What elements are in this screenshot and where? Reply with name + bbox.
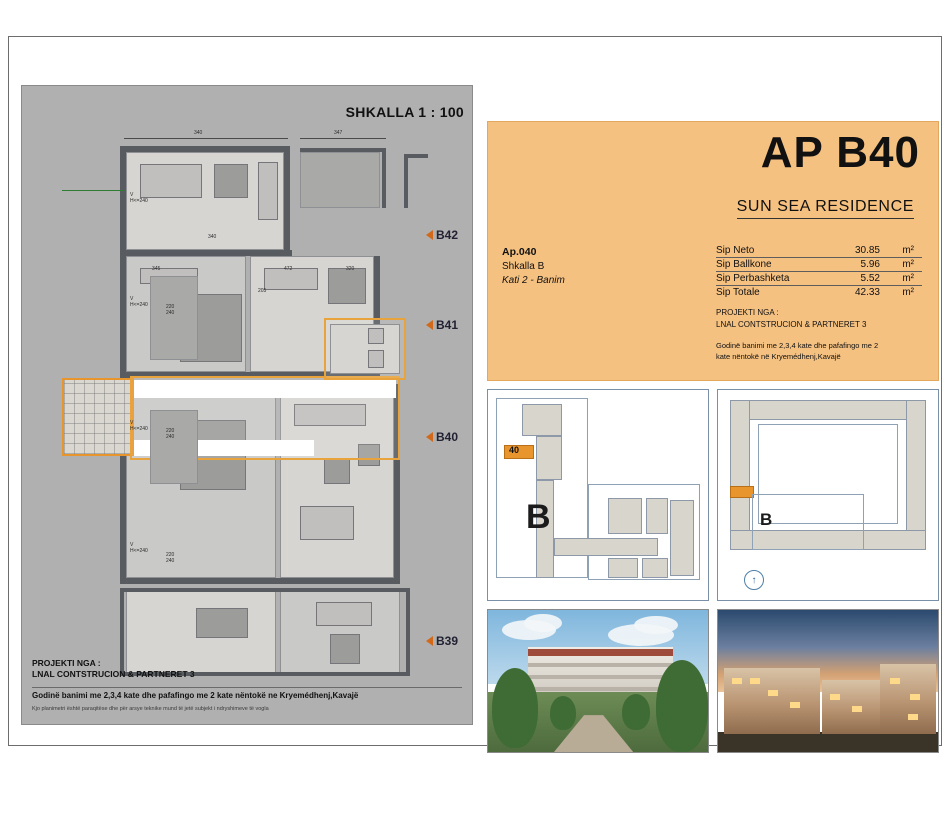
dimension-label: 220 240: [166, 552, 175, 564]
project-credit-line1: PROJEKTI NGA :: [716, 308, 779, 317]
cloud-shape: [634, 616, 678, 634]
keyplan-block: [670, 500, 694, 576]
room-bathroom: [330, 324, 400, 374]
area-row: [716, 258, 922, 272]
area-value: 5.52: [860, 273, 880, 284]
wall-segment: [284, 146, 290, 254]
building-right: [880, 664, 936, 734]
dimension-label: 220 240: [166, 428, 175, 440]
area-value: 5.96: [860, 259, 880, 270]
unit-tag-label: B39: [436, 634, 459, 648]
dimension-line: [124, 138, 288, 139]
site-unit-marker: [730, 486, 754, 498]
dimension-label: V H<=240: [130, 420, 148, 432]
cloud-shape: [524, 614, 562, 632]
apartment-stair: Shkalla B: [502, 261, 545, 272]
arrow-icon: [426, 432, 433, 442]
wall-segment: [120, 578, 400, 584]
keyplan-block: [554, 538, 658, 556]
keyplan-block: [642, 558, 668, 578]
window-light: [732, 678, 742, 684]
exterior-photo-dusk: [717, 609, 939, 753]
window-light: [750, 678, 760, 684]
keyplan-block: [536, 436, 562, 480]
tree-shape: [492, 668, 538, 748]
residence-name: SUN SEA RESIDENCE: [737, 198, 914, 219]
furniture-table: [214, 164, 248, 198]
floor-plan-drawing: [68, 128, 428, 676]
apartment-floor: Kati 2 - Banim: [502, 275, 565, 286]
furniture-cabinet: [258, 162, 278, 220]
unit-tag-label: B40: [436, 430, 459, 444]
apartment-identity: [502, 246, 565, 286]
tree-shape: [622, 694, 650, 730]
balcony-hatch: [62, 378, 134, 456]
wall-segment: [404, 154, 408, 208]
area-unit: m²: [902, 273, 914, 284]
project-description-line2: kate nëntokë në Kryemédhenj,Kavajë: [716, 352, 841, 362]
tree-shape: [550, 696, 576, 730]
dimension-label: V H<=240: [130, 192, 148, 204]
dimension-label: 345: [152, 266, 161, 272]
furniture-sofa: [140, 164, 202, 198]
facade-band: [528, 687, 673, 691]
furniture-sofa: [196, 608, 248, 638]
floor-plan: [21, 85, 473, 725]
unit-tag-b41: [426, 318, 458, 332]
dimension-label: 205: [258, 288, 267, 294]
dimension-label: V H<=240: [130, 296, 148, 308]
arrow-icon: [426, 320, 433, 330]
area-table: [716, 244, 922, 299]
project-description-line1: Godinë banimi me 2,3,4 kate dhe pafafingo me 2: [716, 341, 879, 350]
window-light: [768, 690, 778, 696]
plan-footer-line2: LNAL CONTSTRUCION & PARTNERET 3: [32, 669, 195, 680]
area-row: [716, 286, 922, 299]
dimension-label: 340: [194, 130, 203, 136]
dimension-label: V H<=240: [130, 542, 148, 554]
area-row: [716, 272, 922, 286]
unit-tag-label: B41: [436, 318, 459, 332]
furniture-stove: [324, 458, 350, 484]
area-label: Sip Totale: [716, 287, 760, 298]
dimension-line: [300, 138, 386, 139]
window-light: [852, 706, 862, 712]
keyplan-block: [522, 404, 562, 436]
wall-segment: [382, 148, 386, 208]
staircase: [150, 410, 198, 484]
project-credit-line2: LNAL CONTSTRUCION & PARTNERET 3: [716, 319, 867, 329]
area-label: Sip Neto: [716, 245, 755, 256]
dimension-label: 340: [208, 234, 217, 240]
keyplan-block: [646, 498, 668, 534]
facade-band: [528, 675, 673, 679]
site-key-plan: [717, 389, 939, 601]
drawing-sheet: [8, 36, 942, 746]
area-unit: m²: [902, 245, 914, 256]
site-block: [906, 400, 926, 550]
site-block: [730, 400, 926, 420]
dimension-label: 220 240: [166, 304, 175, 316]
window-light: [910, 694, 920, 700]
plan-footer-line1: PROJEKTI NGA :: [32, 657, 101, 668]
area-label: Sip Ballkone: [716, 259, 772, 270]
area-value: 42.33: [854, 287, 880, 298]
plan-footer: [32, 658, 462, 712]
dimension-label: 472: [284, 266, 293, 272]
compass-icon: ↑: [744, 570, 764, 590]
furniture-counter: [316, 602, 372, 626]
dimension-label: 347: [334, 130, 343, 136]
area-value: 30.85: [854, 245, 880, 256]
staircase: [150, 276, 198, 360]
dimension-label: 320: [346, 266, 355, 272]
facade-band: [528, 663, 673, 667]
unit-tag-b39: [426, 634, 458, 648]
arrow-icon: [426, 636, 433, 646]
corridor-band: [134, 380, 396, 398]
floor-key-plan: [487, 389, 709, 601]
green-reference-line: [62, 190, 126, 191]
keyplan-block: [608, 498, 642, 534]
area-unit: m²: [902, 259, 914, 270]
photo-ground: [718, 732, 938, 752]
exterior-photo-day: [487, 609, 709, 753]
wall-segment: [120, 588, 410, 592]
project-credit: [716, 307, 926, 330]
furniture-toilet: [368, 350, 384, 368]
area-label: Sip Perbashketa: [716, 273, 790, 284]
furniture-sink: [368, 328, 384, 344]
window-light: [790, 702, 800, 708]
unit-tag-b40: [426, 430, 458, 444]
window-light: [830, 694, 840, 700]
scale-label: SHKALLA 1 : 100: [345, 104, 464, 120]
project-description: [716, 340, 931, 363]
furniture-table: [328, 268, 366, 304]
keyplan-unit-number: 40: [509, 445, 520, 455]
area-row: [716, 244, 922, 258]
facade-band: [528, 649, 673, 656]
arrow-icon: [426, 230, 433, 240]
window-light: [890, 678, 900, 684]
plan-footer-line3: Godinë banimi me 2,3,4 kate dhe pafafingo me 2 kate nëntokë ne Kryemédhenj,Kavajë: [32, 690, 359, 700]
area-unit: m²: [902, 287, 914, 298]
apartment-number: Ap.040: [502, 246, 537, 258]
unit-tag-b42: [426, 228, 458, 242]
keyplan-letter: B: [526, 498, 551, 536]
title-block: [487, 121, 939, 381]
building-facade: [528, 647, 673, 698]
window-light: [908, 714, 918, 720]
furniture-sofa: [300, 506, 354, 540]
keyplan-block: [608, 558, 638, 578]
site-keyplan-letter: B: [760, 510, 773, 529]
plan-footer-disclaimer: Kjo planimetri është paraqitëse dhe për arsye teknike mund të jetë subjekt i ndryshimeve të vogla: [32, 706, 269, 712]
tree-shape: [656, 660, 708, 752]
unit-tag-label: B42: [436, 228, 459, 242]
room-upper-right: [300, 152, 380, 208]
apartment-code: AP B40: [760, 128, 920, 177]
site-block: [730, 400, 750, 550]
